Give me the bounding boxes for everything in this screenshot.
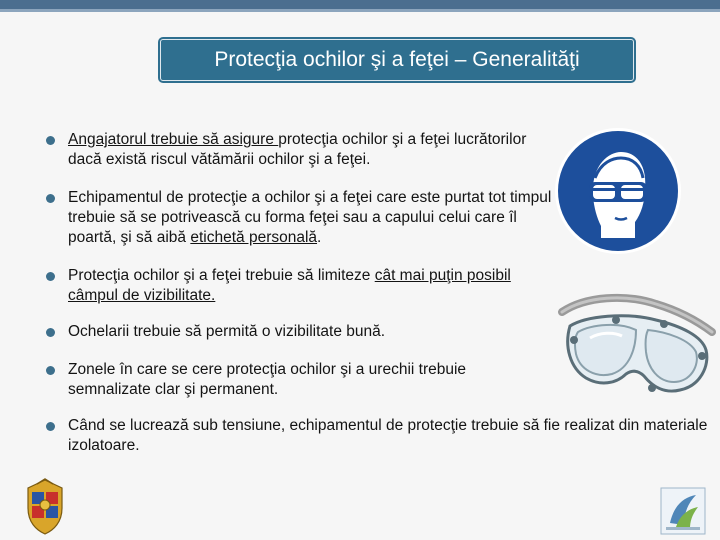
bullet-text: Zonele în care se cere protecţia ochilor şi a urechii trebuie semnalizate clar şi permanent. xyxy=(68,361,467,398)
bullet-text: Protecţia ochilor şi a feţei trebuie să limiteze xyxy=(68,267,375,284)
bullet-dot xyxy=(46,422,55,431)
top-stripe xyxy=(0,0,720,9)
bullet-item xyxy=(46,266,548,306)
bullet-item xyxy=(46,416,720,456)
bullet-text: cât mai puţin posibil câmpul de vizibilitate. xyxy=(68,267,511,304)
safety-goggles-icon xyxy=(556,290,716,398)
bullet-text: Când se lucrează sub tensiune, echipamentul de protecţie trebuie să fie realizat din materiale izolatoare. xyxy=(68,417,708,454)
bullet-text: Angajatorul trebuie să asigure xyxy=(68,131,279,148)
bullet-text: protecţia ochilor şi a feţei lucrătorilor dacă există riscul vătămării ochilor şi a feţei. xyxy=(68,131,527,168)
bullet-item xyxy=(46,188,558,248)
bullet-item xyxy=(46,130,548,170)
bullet-item xyxy=(46,322,548,342)
organization-logo-icon xyxy=(660,487,706,535)
bullet-dot xyxy=(46,136,55,145)
top-stripe-accent xyxy=(0,9,720,12)
bullet-text: . xyxy=(317,229,322,246)
eye-protection-mandatory-sign-icon xyxy=(553,126,683,256)
slide-title: Protecţia ochilor şi a feţei – Generalităţi xyxy=(160,39,634,81)
coat-of-arms-icon xyxy=(22,478,68,536)
bullet-text: Echipamentul de protecţie a ochilor şi a feţei care este purtat tot timpul trebuie să se potrivească cu forma feţei sau a capului celui care îl poartă, şi să aibă xyxy=(68,189,552,246)
bullet-dot xyxy=(46,194,55,203)
bullet-dot xyxy=(46,366,55,375)
bullet-dot xyxy=(46,272,55,281)
bullet-text: etichetă personală xyxy=(190,229,318,246)
bullet-item xyxy=(46,360,548,400)
bullet-text: Ochelarii trebuie să permită o vizibilitate bună. xyxy=(68,323,386,340)
bullet-dot xyxy=(46,328,55,337)
